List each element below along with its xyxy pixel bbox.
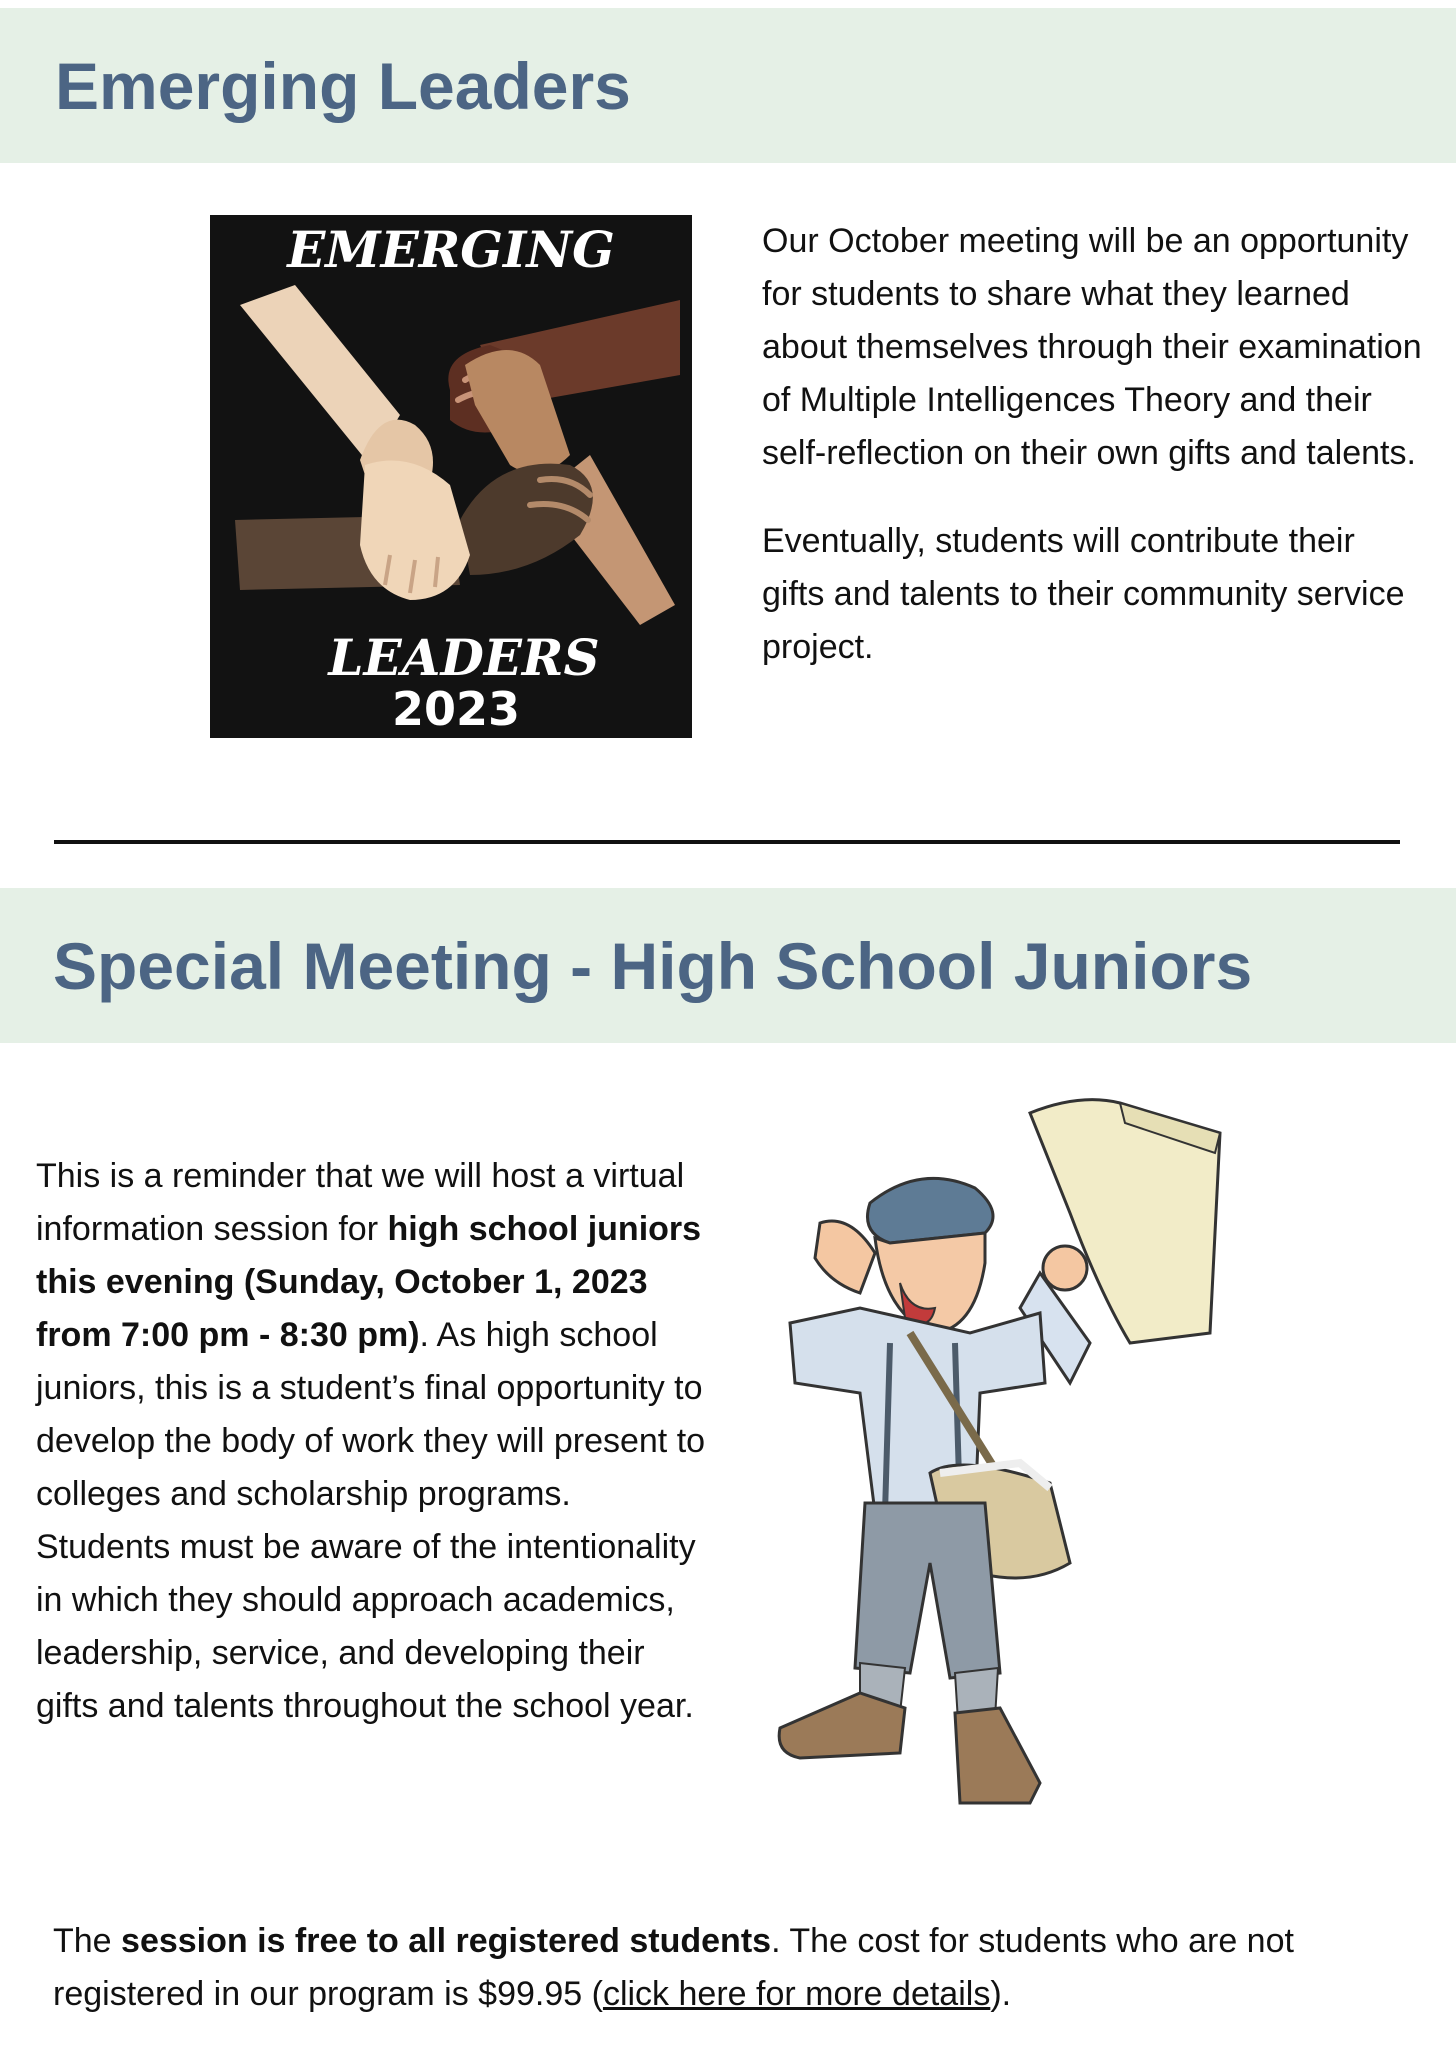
reminder-intro: This is a reminder that we will host a virtual information session for <box>36 1157 685 1248</box>
logo-bottom-text: LEADERS <box>328 628 600 687</box>
free-session-note: session is free to all registered students <box>121 1922 772 1960</box>
cost-mid: . The cost for students who are not registered in our program is $99.95 ( <box>53 1922 1294 2013</box>
emerging-leaders-text <box>762 215 1422 674</box>
section-header-band <box>0 888 1456 1043</box>
emerging-leaders-logo <box>210 215 692 738</box>
more-details-link[interactable]: click here for more details <box>602 1975 991 2013</box>
section-title-special-meeting: Special Meeting - High School Juniors <box>53 929 1253 1003</box>
cost-post: ). <box>990 1975 1012 2013</box>
logo-top-text: EMERGING <box>287 220 615 279</box>
logo-year: 2023 <box>391 682 521 736</box>
paragraph-community-service: Eventually, students will contribute their gifts and talents to their community service project. <box>762 522 1405 666</box>
section-header-band <box>0 8 1456 163</box>
section-divider <box>54 840 1400 844</box>
cost-paragraph <box>53 1915 1423 2021</box>
reminder-rest: . As high school juniors, this is a student’s final opportunity to develop the body of work they will present to colleges and scholarship programs. Students must be aware of the intentionality in which they should approach academics, leadership, service, and developing their gifts and talents throughout the school year. <box>36 1316 706 1725</box>
reminder-paragraph <box>36 1150 711 1733</box>
paragraph-october-meeting: Our October meeting will be an opportunity for students to share what they learned about themselves through their examination of Multiple Intelligences Theory and their self-reflection on their own gifts and talents. <box>762 222 1422 472</box>
cost-text <box>53 1915 1423 2021</box>
cost-pre: The <box>53 1922 122 1960</box>
special-meeting-text <box>36 1150 711 1733</box>
newsboy-illustration <box>760 1093 1230 1805</box>
session-time: high school juniors this evening (Sunday, October 1, 2023 from 7:00 pm - 8:30 pm) <box>36 1210 702 1354</box>
section-title-emerging-leaders: Emerging Leaders <box>55 49 631 123</box>
